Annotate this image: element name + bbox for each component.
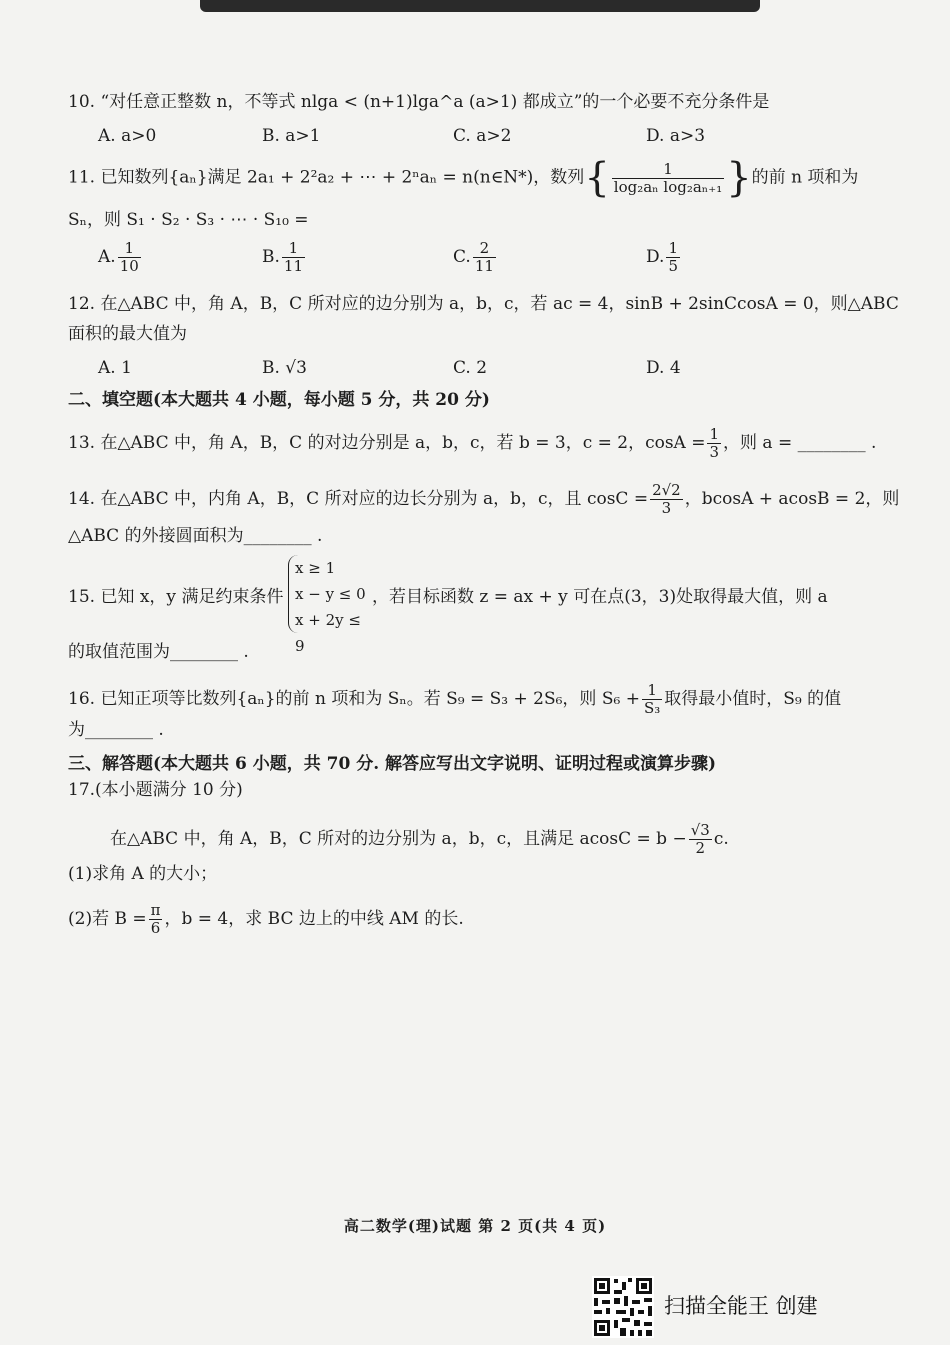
q14-stem-pre: 14. 在△ABC 中，内角 A，B，C 所对应的边长分别为 a，b，c，且 cosC = (68, 489, 649, 509)
option-fraction (118, 240, 141, 275)
q11-option-a (98, 240, 143, 275)
q12-stem: 12. 在△ABC 中，角 A，B，C 所对应的边分别为 a，b，c，若 ac = 4，sinB + 2sinCcosA = 0，则△ABC (68, 294, 899, 314)
q16-fraction (642, 682, 662, 717)
q11-stem-post: 的前 n 项和为 (751, 167, 859, 188)
section-solution-heading: 三、解答题(本大题共 6 小题，共 70 分. 解答应写出文字说明、证明过程或演算步骤) (68, 754, 717, 774)
q15-line2: 的取值范围为________ . (68, 642, 249, 662)
q17-part2-post: ，b = 4，求 BC 边上的中线 AM 的长. (164, 909, 464, 929)
q11-fraction-num: 1 (612, 161, 724, 179)
option-label: B. (262, 247, 280, 267)
q11-option-d (646, 240, 682, 275)
q10-stem: 10. “对任意正整数 n，不等式 nlga < (n+1)lga^a (a>1) 都成立”的一个必要不充分条件是 (68, 92, 770, 112)
q11-fraction-den: log₂aₙ log₂aₙ₊₁ (613, 177, 723, 196)
brace-left: { (584, 155, 610, 201)
q16-stem-pre: 16. 已知正项等比数列{aₙ}的前 n 项和为 Sₙ。若 S₉ = S₃ + 2S₆，则 S₆ + (68, 689, 640, 709)
q10-option-a: A. a>0 (98, 126, 157, 146)
q15-constraint-3: x + 2y ≤ 9 (295, 611, 361, 655)
q15-constraint-system (288, 555, 375, 655)
option-label: D. (646, 247, 665, 267)
q11-stem (68, 155, 860, 201)
q14-stem (68, 481, 900, 517)
q17-part1: (1)求角 A 的大小； (68, 864, 218, 884)
q17-stem-post: c. (713, 829, 729, 849)
option-label: A. (98, 247, 116, 267)
q14-line2: △ABC 的外接圆面积为________ . (68, 526, 323, 546)
fraction-den: 2 (695, 839, 706, 857)
fraction-den: 6 (150, 919, 161, 937)
fraction-num: 1 (118, 240, 141, 258)
q12-option-c: C. 2 (453, 358, 488, 378)
q17-stem (110, 822, 860, 857)
q11-option-b (262, 240, 307, 275)
fraction-num: π (150, 901, 161, 919)
fraction-num: 2 (473, 240, 496, 258)
qr-code-icon (592, 1276, 654, 1338)
q16-stem-post: 取得最小值时，S₉ 的值 (664, 689, 842, 709)
q15-constraint-2: x − y ≤ 0 (295, 585, 366, 603)
q15-stem-pre: 15. 已知 x，y 满足约束条件 (68, 587, 284, 607)
q11-stem2: Sₙ，则 S₁ · S₂ · S₃ · ⋯ · S₁₀ = (68, 210, 309, 230)
q13-fraction (707, 426, 721, 461)
option-fraction (282, 240, 305, 275)
q11-option-c (453, 240, 498, 275)
q13-stem-post: ，则 a = ________ . (723, 433, 877, 453)
fraction-den: 11 (283, 257, 303, 275)
q14-stem-post: ，bcosA + acosB = 2，则 (684, 489, 900, 509)
q17-stem-pre: 在△ABC 中，角 A，B，C 所对的边分别为 a，b，c，且满足 acosC = b − (110, 829, 687, 849)
q12-option-b: B. √3 (262, 358, 307, 378)
brace-right: } (726, 155, 752, 201)
q14-fraction (650, 482, 683, 517)
q11-stem-pre: 11. 已知数列{aₙ}满足 2a₁ + 2²a₂ + ⋯ + 2ⁿaₙ = n(n∈N*)，数列 (68, 167, 585, 188)
fraction-num: 1 (642, 682, 662, 700)
option-label: C. (453, 247, 471, 267)
fraction-den: 3 (661, 499, 672, 517)
q12-stem2: 面积的最大值为 (68, 324, 187, 344)
page-footer: 高二数学(理)试题 第 2 页(共 4 页) (343, 1217, 607, 1235)
q17-part2-fraction (149, 902, 163, 937)
q15-stem-post: ，若目标函数 z = ax + y 可在点(3，3)处取得最大值，则 a (372, 587, 828, 607)
option-fraction (666, 240, 680, 275)
fraction-den: 11 (474, 257, 494, 275)
q16-line2: 为________ . (68, 720, 164, 740)
q13-stem-pre: 13. 在△ABC 中，角 A，B，C 的对边分别是 a，b，c，若 b = 3，c = 2，cosA = (68, 433, 706, 453)
q17-fraction (689, 822, 712, 857)
q10-option-b: B. a>1 (262, 126, 321, 146)
fraction-num: 1 (709, 425, 720, 443)
section-fill-in-heading: 二、填空题(本大题共 4 小题，每小题 5 分，共 20 分) (68, 390, 490, 410)
fraction-den: 10 (119, 257, 139, 275)
scanner-watermark-text: 扫描全能王 创建 (664, 1294, 818, 1318)
fraction-num: 2√2 (652, 481, 681, 499)
q17-part2-pre: (2)若 B = (68, 909, 147, 929)
option-fraction (473, 240, 496, 275)
q16-stem (68, 682, 860, 717)
fraction-num: √3 (690, 821, 710, 839)
q10-option-d: D. a>3 (646, 126, 706, 146)
q17-head: 17.(本小题满分 10 分) (68, 780, 243, 800)
fraction-num: 1 (282, 240, 305, 258)
q12-option-d: D. 4 (646, 358, 681, 378)
q13-stem (68, 425, 877, 461)
fraction-den: S₃ (643, 699, 661, 717)
q17-part2 (68, 902, 860, 937)
fraction-den: 3 (709, 443, 720, 461)
q12-option-a: A. 1 (98, 358, 132, 378)
q15-constraint-1: x ≥ 1 (295, 559, 336, 577)
fraction-num: 1 (668, 239, 678, 257)
q11-fraction (612, 161, 724, 196)
fraction-den: 5 (668, 257, 678, 275)
q10-option-c: C. a>2 (453, 126, 512, 146)
